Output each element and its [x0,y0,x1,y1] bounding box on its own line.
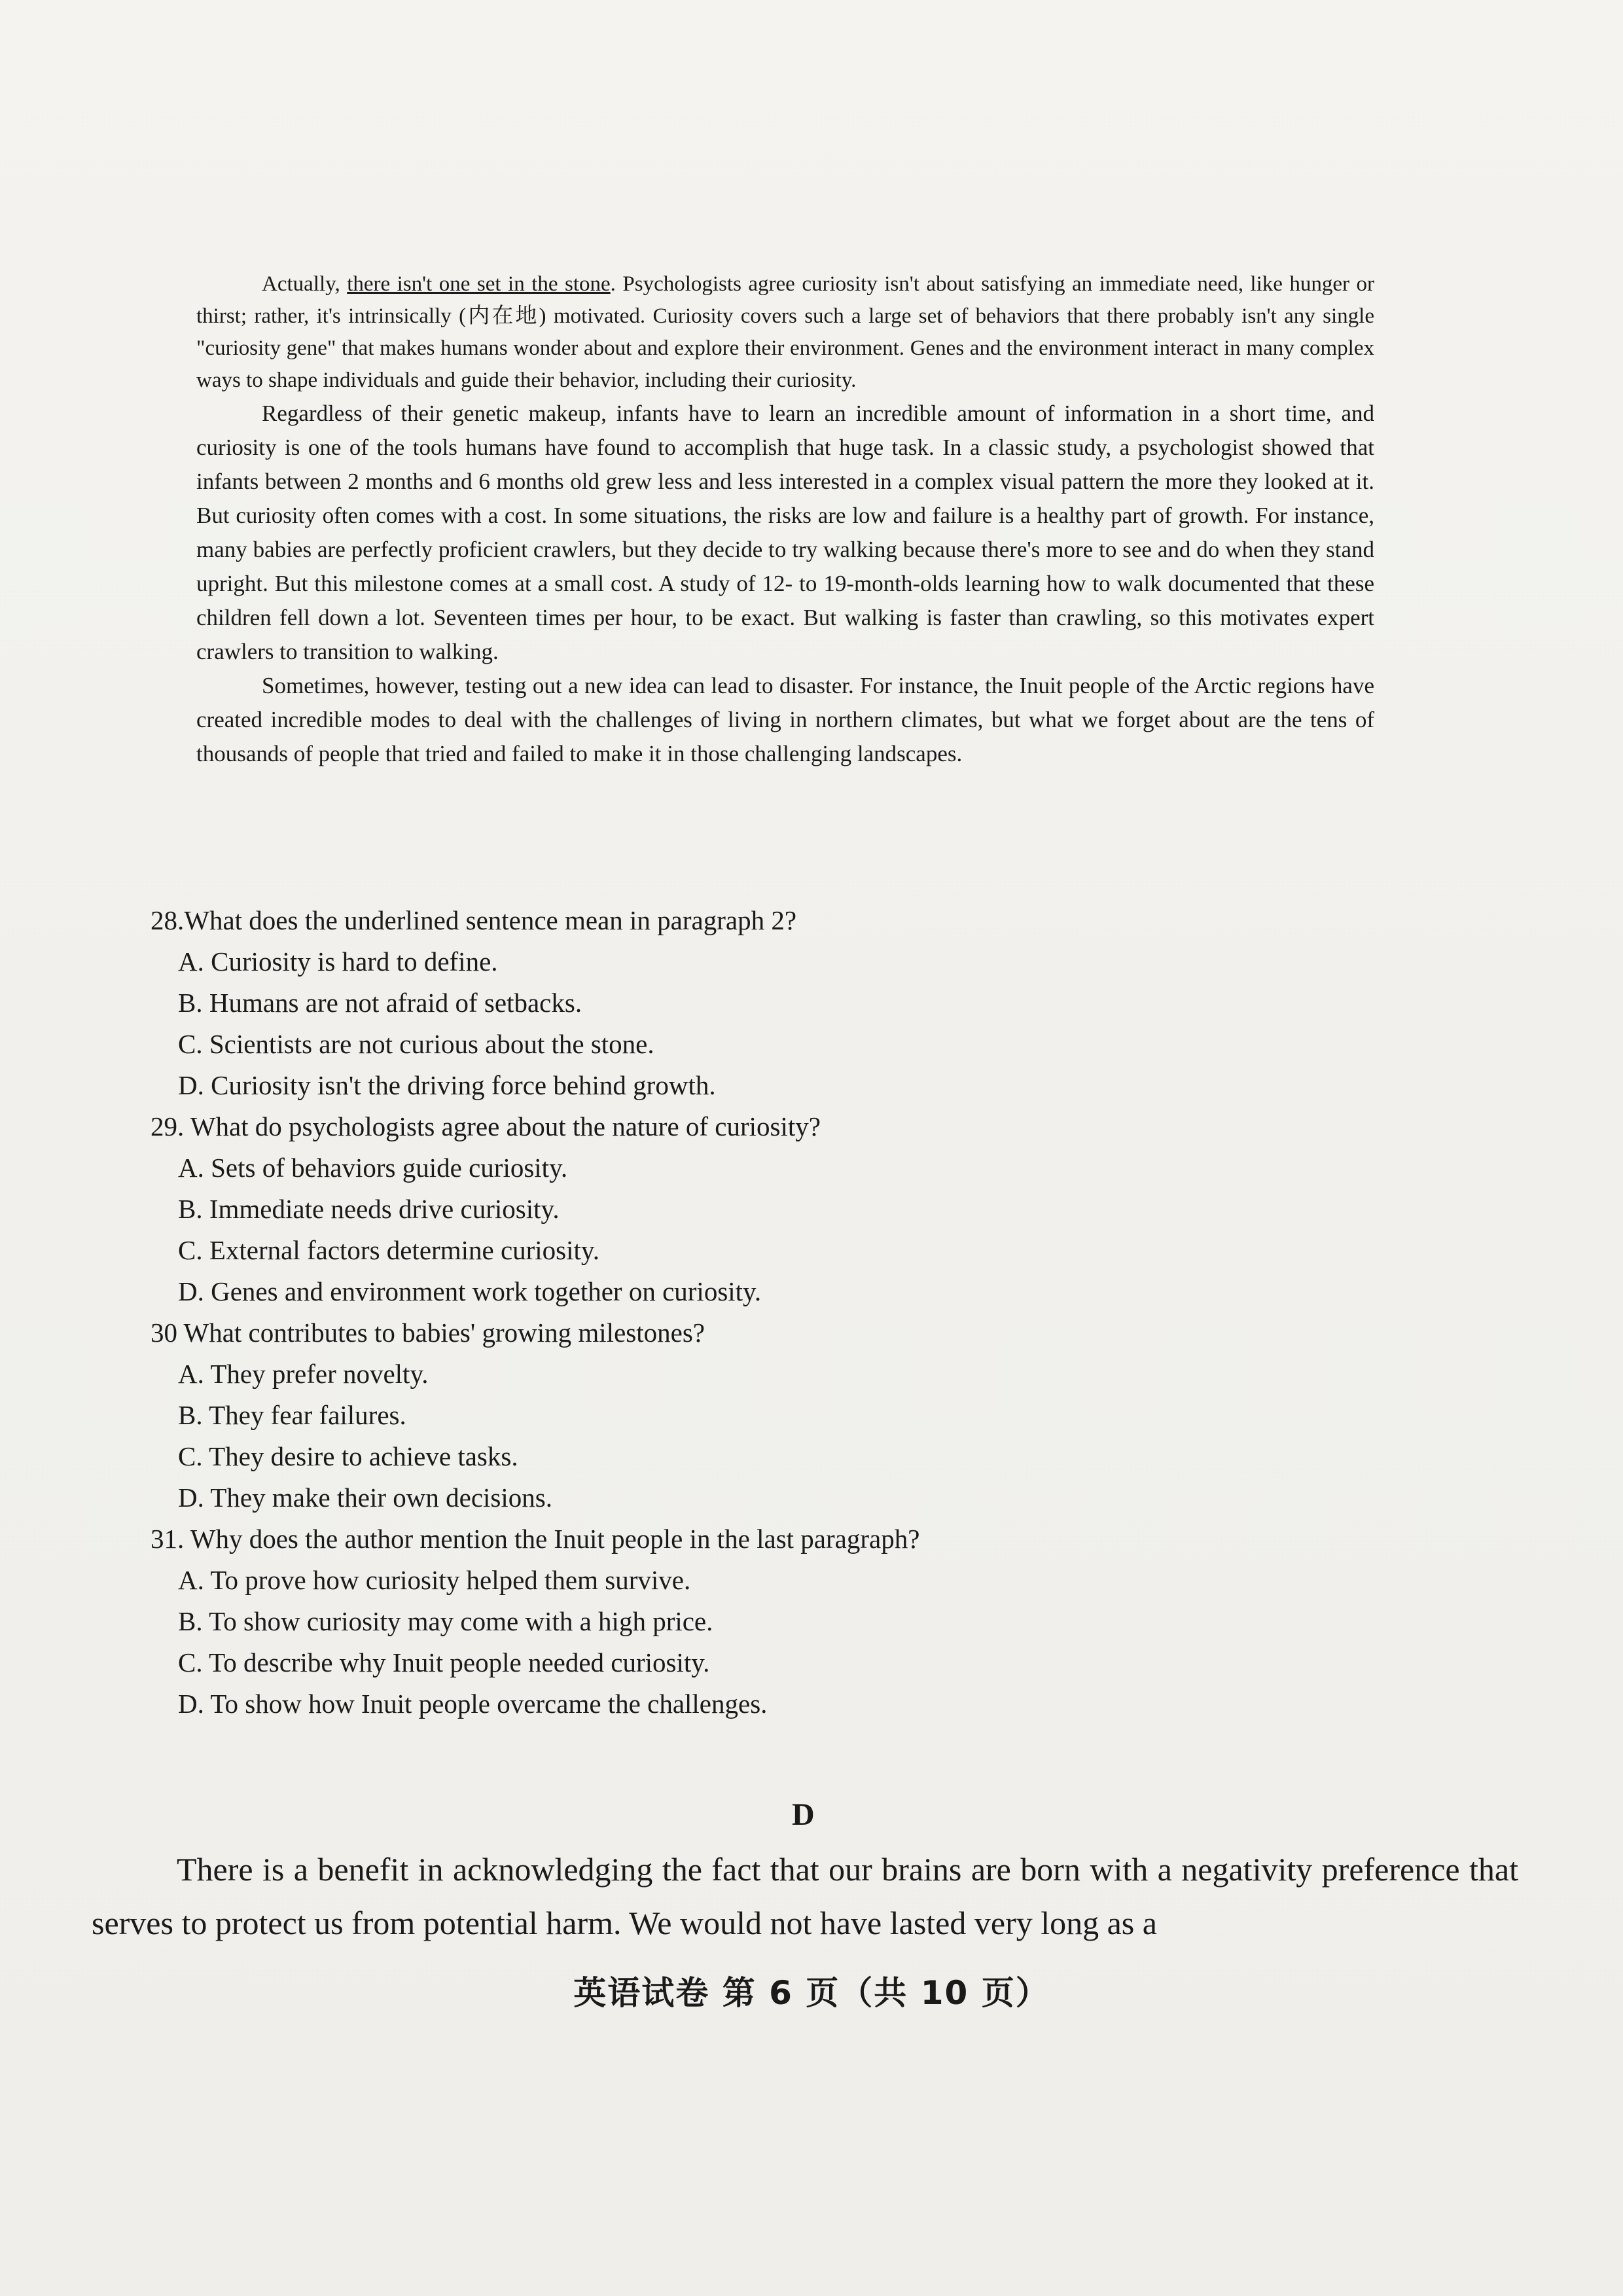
option-b: B. Humans are not afraid of setbacks. [178,988,582,1018]
question-stem: 28.What does the underlined sentence mean in paragraph 2? [151,905,797,935]
option-b: B. They fear failures. [178,1400,406,1430]
option-b: B. To show curiosity may come with a high price. [178,1606,713,1636]
section-heading: D [792,1797,815,1832]
option-d: D. They make their own decisions. [178,1482,552,1513]
passage-d-paragraph: There is a benefit in acknowledging the fact that our brains are born with a negativity preference that serves to protect us from potential harm. We would not have lasted very long as a [92,1851,1518,1941]
page-footer: 英语试卷 第 6 页（共 10 页） [573,1974,1050,2012]
question-stem: 29. What do psychologists agree about the nature of curiosity? [151,1111,821,1141]
option-a: A. They prefer novelty. [178,1359,429,1389]
option-a: A. Curiosity is hard to define. [178,946,498,977]
option-c: C. External factors determine curiosity. [178,1235,600,1265]
option-c: C. Scientists are not curious about the stone. [178,1029,654,1059]
option-d: D. Genes and environment work together on curiosity. [178,1276,762,1306]
question-28 [151,900,1394,1106]
question-31 [151,1518,1394,1725]
question-stem: 31. Why does the author mention the Inuit people in the last paragraph? [151,1524,920,1554]
question-29 [151,1106,1394,1312]
option-b: B. Immediate needs drive curiosity. [178,1194,560,1224]
option-d: D. Curiosity isn't the driving force behind growth. [178,1070,716,1100]
paragraph-2-after: . Psychologists agree curiosity isn't about satisfying an immediate need, like hunger or thirst; rather, it's intrinsically (内在地) motivated. Curiosity covers such a large set of behaviors that there probably isn't any single "curiosity gene" that makes humans wonder about and explore their environment. Genes and the environment interact in many complex ways to shape individuals and guide their behavior, including their curiosity. [196,272,1374,392]
paragraph-4: Sometimes, however, testing out a new idea can lead to disaster. For instance, the Inuit people of the Arctic regions have created incredible modes to deal with the challenges of living in northern climates, but what we forget about are the tens of thousands of people that tried and failed to make it in those challenging landscapes. [196,673,1374,766]
paragraph-2-before: Actually, [262,272,348,296]
question-30 [151,1312,1394,1518]
question-list [151,900,1394,1725]
paragraph-2 [196,268,1374,397]
option-d: D. To show how Inuit people overcame the challenges. [178,1689,768,1719]
option-a: A. To prove how curiosity helped them survive. [178,1565,691,1595]
option-c: C. They desire to achieve tasks. [178,1441,518,1471]
question-stem: 30 What contributes to babies' growing milestones? [151,1318,705,1348]
passage-d [92,1842,1518,1950]
option-a: A. Sets of behaviors guide curiosity. [178,1153,568,1183]
passage-c [196,268,1374,771]
underlined-sentence: there isn't one set in the stone [347,272,611,296]
option-c: C. To describe why Inuit people needed curiosity. [178,1647,710,1677]
paragraph-3: Regardless of their genetic makeup, infants have to learn an incredible amount of information in a short time, and curiosity is one of the tools humans have found to accomplish that huge task. In a classic study, a psychologist showed that infants between 2 months and 6 months old grew less and less interested in a complex visual pattern the more they looked at it. But curiosity often comes with a cost. In some situations, the risks are low and failure is a healthy part of growth. For instance, many babies are perfectly proficient crawlers, but they decide to try walking because there's more to see and do when they stand upright. But this milestone comes at a small cost. A study of 12- to 19-month-olds learning how to walk documented that these children fell down a lot. Seventeen times per hour, to be exact. But walking is faster than crawling, so this motivates expert crawlers to transition to walking. [196,401,1374,664]
